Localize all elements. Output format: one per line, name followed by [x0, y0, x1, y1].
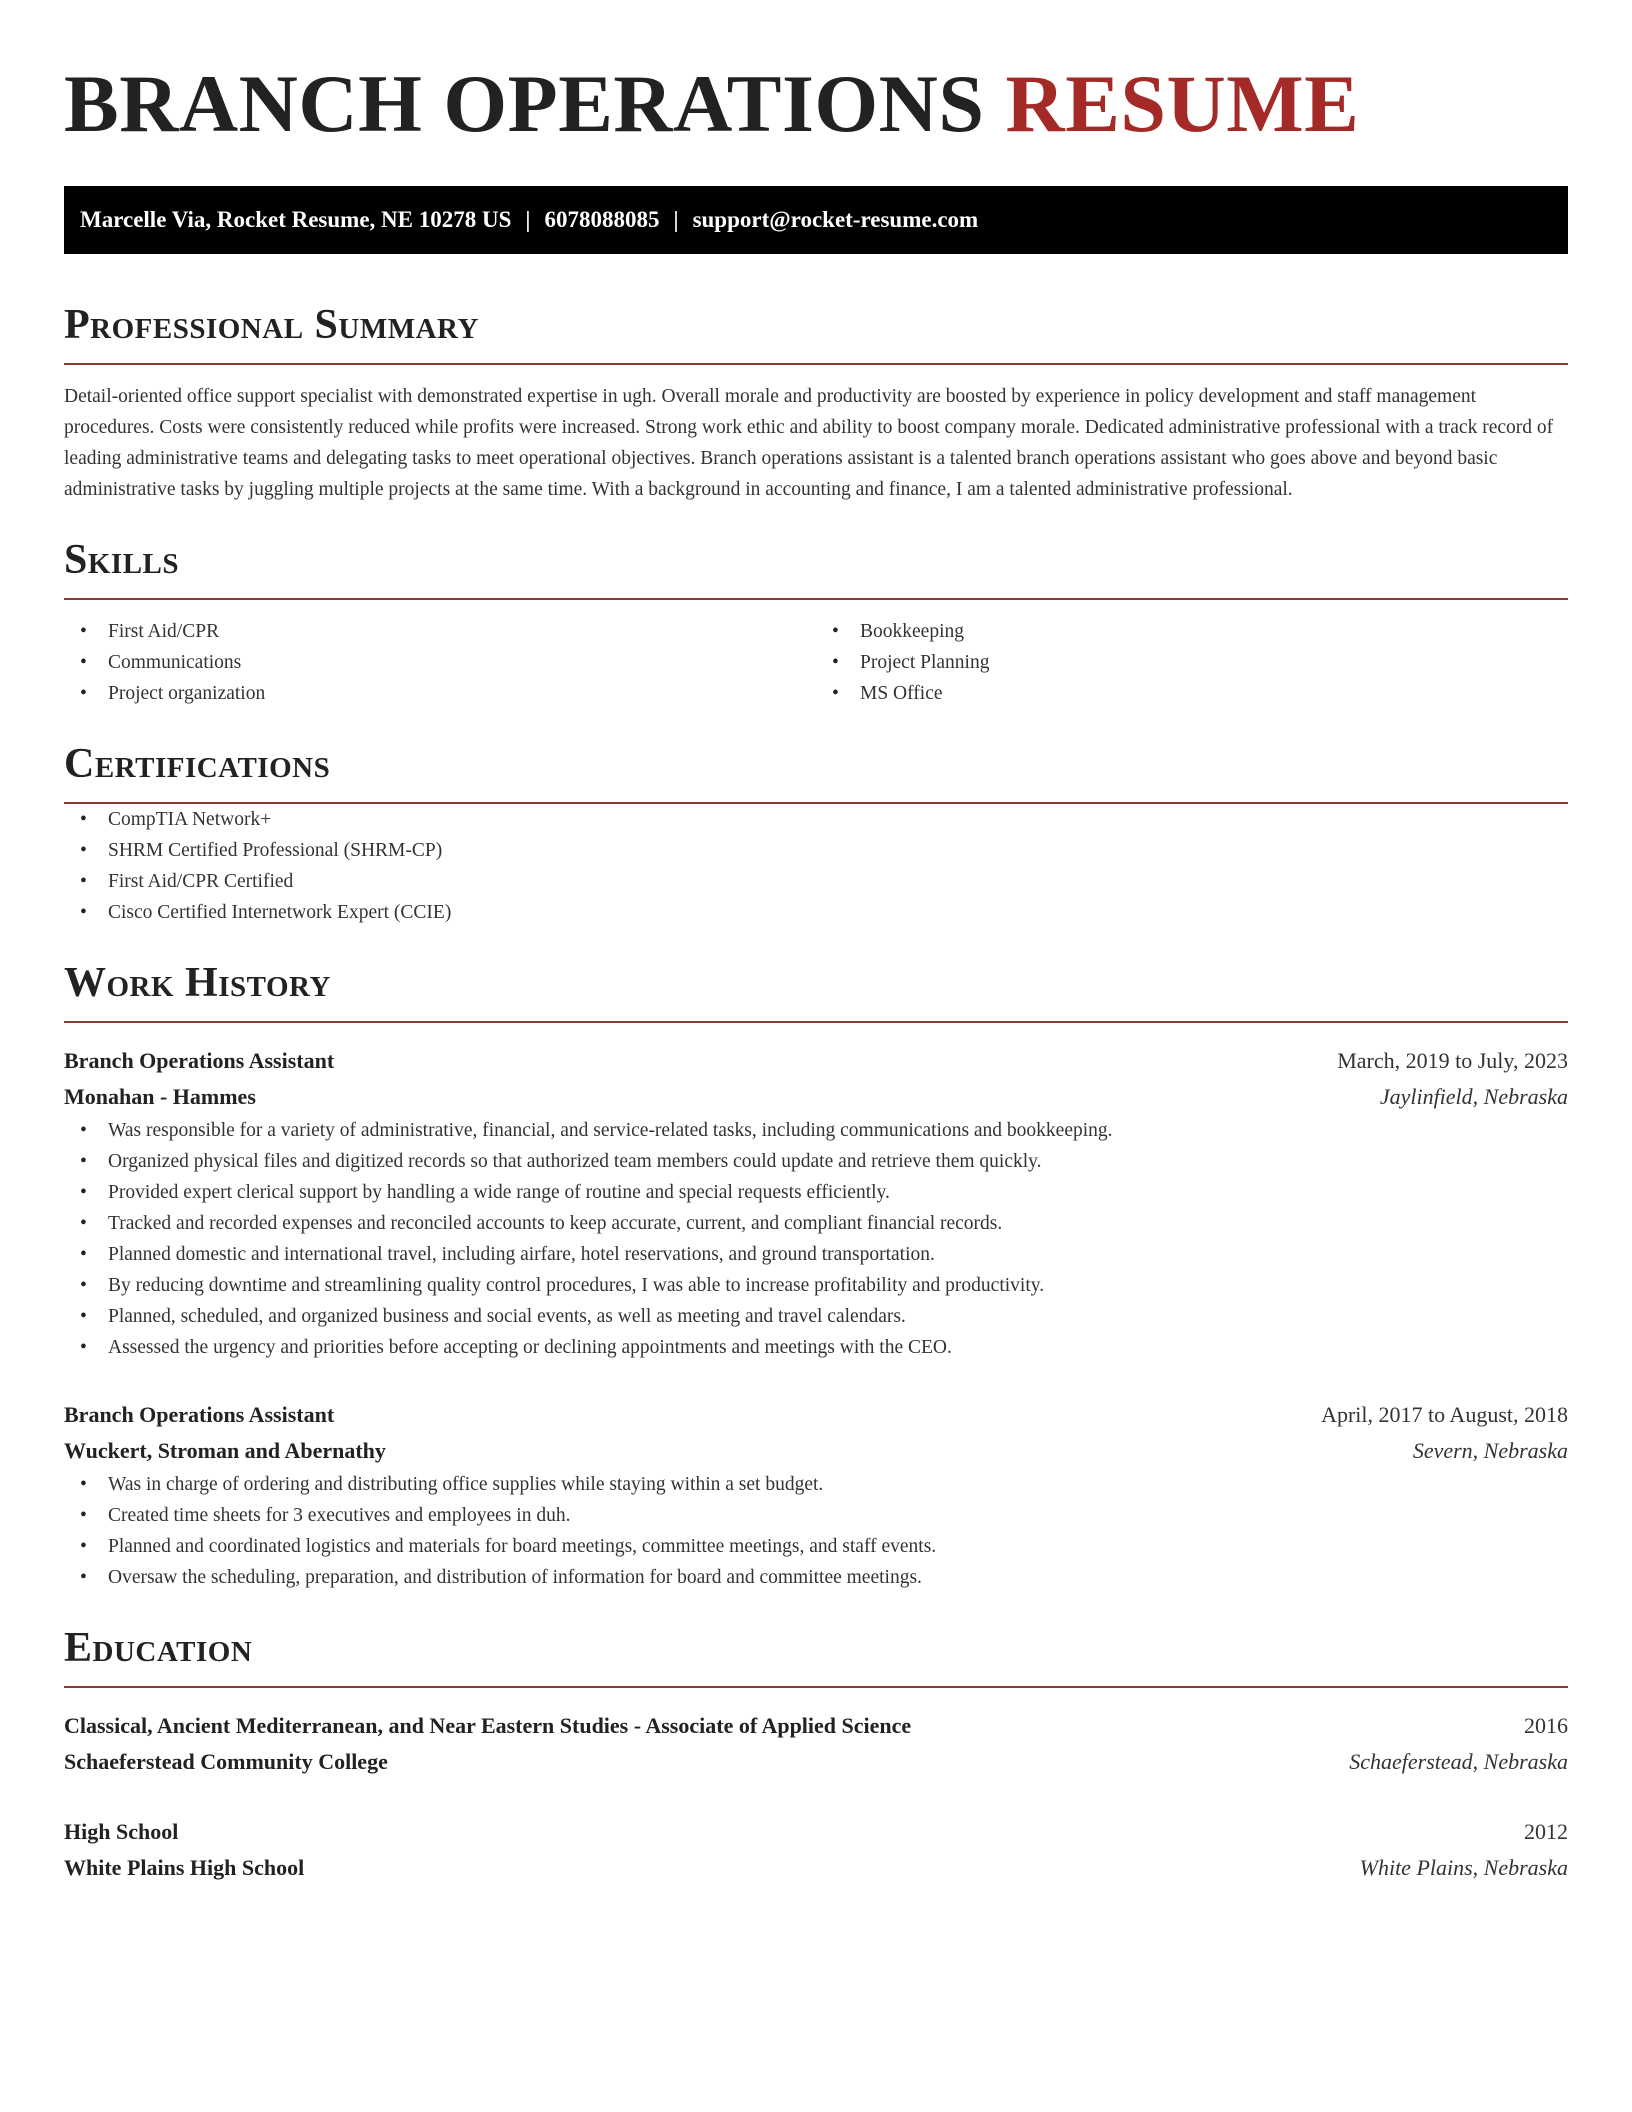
job-duty: • Planned and coordinated logistics and materials for board meetings, committee meetings, and staff events.: [64, 1531, 1568, 1562]
job-company-row: [64, 1079, 1568, 1115]
summary-section: [64, 300, 1568, 505]
skill-item: • First Aid/CPR: [64, 616, 816, 647]
job-duty: • Provided expert clerical support by handling a wide range of routine and special requests efficiently.: [64, 1177, 1568, 1208]
skill-item: • Bookkeeping: [816, 616, 1568, 647]
resume-title: [64, 56, 1568, 152]
education-entry: [64, 1708, 1568, 1780]
job-duties-list: [64, 1115, 1568, 1363]
certifications-heading: Certifications: [64, 741, 331, 787]
contact-bar: [64, 186, 1568, 254]
work-history-heading: Work History: [64, 960, 331, 1006]
job-entry: [64, 1043, 1568, 1363]
skill-item: • Communications: [64, 647, 816, 678]
job-duty: • Tracked and recorded expenses and reconciled accounts to keep accurate, current, and compliant financial records.: [64, 1208, 1568, 1239]
title-main: BRANCH OPERATIONS: [64, 58, 985, 149]
education-school-row: [64, 1744, 1568, 1780]
section-divider: [64, 1021, 1568, 1023]
work-history-section: [64, 958, 1568, 1593]
certification-item: • Cisco Certified Internetwork Expert (CCIE): [64, 897, 1568, 928]
certification-item: • First Aid/CPR Certified: [64, 866, 1568, 897]
job-duty: • Planned domestic and international travel, including airfare, hotel reservations, and ground transportation.: [64, 1239, 1568, 1270]
skills-list-left: [64, 616, 816, 709]
education-degree-row: [64, 1708, 1568, 1744]
contact-phone: 6078088085: [544, 207, 660, 232]
job-duty: • Created time sheets for 3 executives and employees in duh.: [64, 1500, 1568, 1531]
skill-item: • MS Office: [816, 678, 1568, 709]
certification-item: • CompTIA Network+: [64, 804, 1568, 835]
skill-item: • Project Planning: [816, 647, 1568, 678]
skills-grid: [64, 616, 1568, 709]
job-duty: • Was in charge of ordering and distributing office supplies while staying within a set budget.: [64, 1469, 1568, 1500]
education-section: [64, 1623, 1568, 1886]
education-entry: [64, 1814, 1568, 1886]
job-company: Monahan - Hammes: [64, 1084, 256, 1109]
job-duties-list: [64, 1469, 1568, 1593]
education-school-row: [64, 1850, 1568, 1886]
education-year: 2012: [1524, 1819, 1568, 1844]
job-duty: • Oversaw the scheduling, preparation, and distribution of information for board and committee meetings.: [64, 1562, 1568, 1593]
job-title-row: [64, 1043, 1568, 1079]
education-degree: High School: [64, 1819, 179, 1844]
job-company: Wuckert, Stroman and Abernathy: [64, 1438, 386, 1463]
certifications-section: [64, 739, 1568, 928]
education-degree-row: [64, 1814, 1568, 1850]
section-divider: [64, 1686, 1568, 1688]
section-divider: [64, 598, 1568, 600]
education-degree: Classical, Ancient Mediterranean, and Near Eastern Studies - Associate of Applied Science: [64, 1713, 912, 1738]
job-duty: • By reducing downtime and streamlining quality control procedures, I was able to increase profitability and productivity.: [64, 1270, 1568, 1301]
job-company-row: [64, 1433, 1568, 1469]
job-dates: March, 2019 to July, 2023: [1337, 1048, 1568, 1073]
job-duty: • Planned, scheduled, and organized business and social events, as well as meeting and travel calendars.: [64, 1301, 1568, 1332]
education-school: Schaeferstead Community College: [64, 1749, 388, 1774]
contact-separator: |: [525, 207, 531, 232]
skill-item: • Project organization: [64, 678, 816, 709]
job-entry: [64, 1397, 1568, 1593]
summary-heading: Professional Summary: [64, 302, 479, 348]
job-duty: • Was responsible for a variety of administrative, financial, and service-related tasks, including communications and bookkeeping.: [64, 1115, 1568, 1146]
job-location: Jaylinfield, Nebraska: [1379, 1084, 1568, 1109]
skills-heading: Skills: [64, 537, 180, 583]
education-heading: Education: [64, 1625, 253, 1671]
education-year: 2016: [1524, 1713, 1568, 1738]
section-divider: [64, 363, 1568, 365]
contact-email: support@rocket-resume.com: [692, 207, 979, 232]
certification-item: • SHRM Certified Professional (SHRM-CP): [64, 835, 1568, 866]
education-location: Schaeferstead, Nebraska: [1349, 1749, 1568, 1774]
contact-separator: |: [673, 207, 679, 232]
education-school: White Plains High School: [64, 1855, 305, 1880]
job-location: Severn, Nebraska: [1412, 1438, 1568, 1463]
education-location: White Plains, Nebraska: [1359, 1855, 1568, 1880]
certifications-list: [64, 804, 1568, 928]
skills-list-right: [816, 616, 1568, 709]
title-accent: RESUME: [1005, 58, 1360, 149]
skills-section: [64, 535, 1568, 709]
contact-address: Marcelle Via, Rocket Resume, NE 10278 US: [80, 207, 512, 232]
job-title: Branch Operations Assistant: [64, 1402, 335, 1427]
job-duty: • Organized physical files and digitized records so that authorized team members could update and retrieve them quickly.: [64, 1146, 1568, 1177]
job-duty: • Assessed the urgency and priorities before accepting or declining appointments and meetings with the CEO.: [64, 1332, 1568, 1363]
job-title-row: [64, 1397, 1568, 1433]
summary-text: Detail-oriented office support specialist with demonstrated expertise in ugh. Overall morale and productivity are boosted by experience in policy development and staff management procedures. Costs were consistently reduced while profits were increased. Strong work ethic and ability to boost company morale. Dedicated administrative professional with a track record of leading administrative teams and delegating tasks to meet operational objectives. Branch operations assistant is a talented branch operations assistant who goes above and beyond basic administrative tasks by juggling multiple projects at the same time. With a background in accounting and finance, I am a talented administrative professional.: [64, 386, 1554, 500]
job-title: Branch Operations Assistant: [64, 1048, 335, 1073]
job-dates: April, 2017 to August, 2018: [1321, 1402, 1568, 1427]
